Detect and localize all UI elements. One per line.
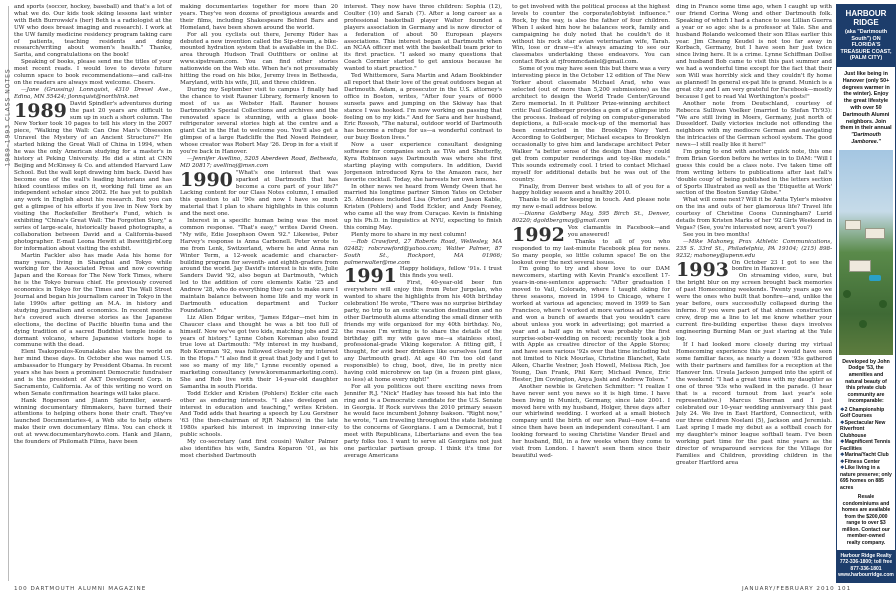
paragraph: If I had looked more closely during my virtual Homecoming experience this year I would have seen some familiar faces, as nearly a dozen '93s gathered with their partners and families for a reception at the Hanover Inn. Ursula Jackson jumped into the spirit of the weekend: "I had a great time with my daughter as one of three '93s who walked in the parade. (I hear that is a record turnout from last year's sole representative.) Marcus Sherman and I just celebrated our 10-year wedding anniversary this past July 24. We live in East Hartford, Connecticut, with our three children Noelani (5), Jackson and Jeremiah. Last spring I made my debut as a softball coach for my daughter's minor league softball team. I've been working part time for the past nine years as the director of wraparound services for the Village for Families and Children, providing children in the greater Hartford area xyxy=(676,342,832,466)
ad-developer-text: Developed by John Dodge '53, the amenities and natural beauty of this private club community are incomparable: xyxy=(842,358,890,405)
list-item: ❖ Spectacular New Riverfront Clubhouse xyxy=(840,420,892,440)
paragraph: My co-secretary (and first cousin) Walter Palmer also identifies his wife, Sandra Koparon '01, as his most cherished Dartmouth xyxy=(180,439,338,459)
harbour-ridge-ad xyxy=(836,4,896,583)
ad-contact-block xyxy=(837,550,895,582)
paragraph: Now a user experience consultant designing software for companies such as TiVo and Shutterfly, Kyra Robinson says Dartmouth was where she first starting playing with computers. In addition, David Jorgenson introduced Kyra to the Amazon race, her favorite cocktail. Today, she harvests her own lemons. xyxy=(344,142,502,183)
paragraph: ding in France some time ago, when I caught up with our friend Corina Wong and other Dartmouth folk. Speaking of which I had a chance to see Lillian Guerra a year or so ago: she is a professor at Yale. She and husband Rolando welcomed their son Elias earlier this year. Jim Cheung Keudel is not too far away in Korbach, Germany, but I have seen her just twice since living here. It is a crime. Lynne Schiffman Dollse and husband Bob came to visit this past summer and we had a wonderful time except for the fact that their son Will was horribly sick and they couldn't fly home as planned! In general ex-pat life is grand. Munich is a great city and I am very grateful for Facebook—mostly because I get to read Val Worthington's posts!" xyxy=(676,4,832,100)
paragraph: Some of you may have seen this but there was a very interesting piece in the October 12 edition of The New Yorker about classmate Michael Arad, who was selected (out of more than 5,200 submissions) as the architect to design the World Trade Center/Ground Zero memorial. In it Pulitzer Prize-winning architect critic Paul Goldberger provides a gem of a glimpse into the process. Instead of relying on computer-generated depictions, a full-scale mock-up of the memorial has been constructed in the Brooklyn Navy Yard. According to Goldberger, Michael escapes to Brooklyn occasionally to give him and landscape architect Peter Walker "a better sense of the design than they could get from computer renderings and toy-like models." This sounds extremely cool. I tried to contact Michael myself for additional details but he was out of the country. xyxy=(512,66,670,183)
signature: —Jane (Grussing) Lonnquist, 4310 Drexel Ave., Edina, MN 55424; jlonnquist@northlink.net xyxy=(14,86,172,100)
paragraph: Speaking of books, please send me the titles of your most recent reads. I would love to devote future column space to book recommendations—and call-ins on the readers are always most welcome. Cheers. xyxy=(14,59,172,86)
paragraph: First, 40-year-old beer fun everywhere will enjoy this from Peter Jurgelan, who wanted to share the highlights from his 40th birthday celebration! He wrote, "There was no surprise birthday party, no trip to an exotic vacation destination and no other Dartmouth alums attending the small dinner with friends my wife organized for my 40th birthday. No, the reason I'm writing is to share the details of the birthday gift my wife gave me—a stainless steel, professional-grade Viking kegerator. A fitting gift, I thought, for avid beer drinkers like ourselves (and for any Dartmouth grad). At age 40 I'm too old (and responsible) to chug, boot, dive, lie in pretty nice having cold microbrew on tap (in a frozen pint glass, no less) at home every night!" xyxy=(344,280,502,383)
paragraph: In other news we heard from Wendy Owen that he married his longtime partner Simon Yates on October 25. Attendees included Lisa (Porter) and Jason Kable, Kristen (Pohlers) and Todd Eckler, and Andy Feeney, who came all the way from Curaçao. Kevin is finishing up his Ph.D. in linguistics at NYU, expecting to finish this coming May. xyxy=(344,183,502,231)
paragraph: I'm going to try and show love to our DAM newcomers, starting with Kevin Frank's excellent 17-years-in-one-sentence approach: "After graduation I moved to Vail, Colorado, where I taught skiing for three seasons, moved in 1994 to Chicago, where I worked at various ad agencies; moved in 1999 to San Francisco, where I worked at more various ad agencies and won a bunch of awards that you wouldn't care about unless you work in advertising; got married a year and a half ago in what was probably the first surprise-sober-wedding on record; recently took a job with Apple as creative director of the Apple Stores; and have seen various '92s over that time including but not limited to Nick Mourlas, Christine Blanchet, Kate Aiken, Charlie Vestner, Josh Howell, Melissa Rich, Joe Young, Dan Frank, Phil Kerr, Michael Pence, Eric Hester, Jim Covington, Anya Joshi and Andrew Tolson." xyxy=(512,266,670,383)
ad-header xyxy=(837,5,895,67)
column-1 xyxy=(14,4,172,577)
list-item: ❖ Like living in a nature preserve; only 695 homes on 885 acres xyxy=(840,465,892,491)
ad-contact-phone: 772-336-1800; toll free 877-336-1801 xyxy=(839,559,893,572)
list-item: ❖ Magnificent Tennis Facilities xyxy=(840,439,892,452)
list-item: ❖ Marina/Yacht Club xyxy=(840,452,892,459)
column-3 xyxy=(344,4,502,577)
side-label: 1989–1993 CLASS NOTES xyxy=(4,68,12,167)
ad-subtitle: (aka "Dartmouth South") ON FLORIDA'S TREASURE COAST, (PALM CITY) xyxy=(840,29,892,62)
year-section xyxy=(676,258,832,281)
year-section xyxy=(512,224,670,246)
signature: —Rob Crawford, 27 Roberts Road, Wellesley, MA 02482; robcrawford@yahoo.com; Walter Palmer, 87 South St., Rockport, MA 01966; palmerwalter@me.com xyxy=(344,238,502,266)
ad-amenity-list xyxy=(837,407,895,492)
paragraph: For all you cyclists out there, Jeremy Rider has debuted a new invention called the Sip-stream, a bike-mounted hydration system that is available in the D.C. area through Hudson Trail Outfitters or online at www.sipstream.com. You can find other stories nationwide on the Web site. When he's not presumably hitting the road on his bike, Jeremy lives in Bethesda, Maryland, with his wife, Jill, and three children. xyxy=(180,31,338,86)
ad-aerial-photo xyxy=(839,150,893,355)
paragraph: Thanks to all for keeping in touch. And please note my new e-mail address below. xyxy=(512,197,670,211)
column-2 xyxy=(180,4,338,577)
paragraph: Happy holidays, fellow '91s. I trust this finds you well. xyxy=(399,266,502,280)
paragraph: On streaming video, sure, but the bright blur on my screen brought back memories of past Homecoming weekends. Twenty years ago we were the ones who built that bonfire—and, unlike the year before, ours successfully collapsed during the inferno. If you were part of that shmen construction crew, drop me a line to let me know whether your current fire-building expertise these days involves engineering Burning Man or just staring at the Yule log. xyxy=(676,273,832,342)
signature: —Jennifer Avellino, 5205 Aberdeen Road, Bethesda, MD 20817; avellinoj@msn.com xyxy=(180,155,338,169)
year-section xyxy=(344,265,502,288)
paragraph: For all you politicos out there exciting news from Jennifer R.J. "Nick" Hadley has tossed his hat into the ring and is a Democratic candidate for the U.S. Senate in Georgia. If Rock survives the 2010 primary season he would face incumbent Johnny Isakson. "Right now," he wrote, "I am traveling throughout the state listening to the concerns of Georgians. I am a Democrat, but I meet with Republicans, Libertarians and even the tea party folks too. I want to serve all Georgians not just one particular partisan group. I think it's time for average Americans xyxy=(344,383,502,459)
paragraph: Martin Fackler also has made Asia his home for many years, living in Shanghai and Tokyo while working for the Associated Press and now covering Japan and the Koreas for The New York Times, where he is the Tokyo bureau chief. He previously covered economics in Tokyo for the Times and The Wall Street Journal and began his journalism career in Tokyo in the late 1990s after getting an M.A. in history and studying journalism and economics. In recent months he's covered such diverse stories as the Japanese elections, the decline of Pacific bluefin tuna and the dying tradition of a sacred Buddhist temple inside a dormant volcano, where Japanese visitors hope to commune with the dead. xyxy=(14,252,172,349)
paragraph: Ted Whittemore, Sara Martin and Adam Bookbinder all report that their love of the great outdoors began at Dartmouth. Adam, a prosecutor in the U.S. attorney's office in Boston, writes, "After four years of 6000 sunsets paws and jumping on the Skiway has that stance I was hooked. I'm now working on passing that feeling on to my kids." And for Sara and her husband, Eric Rossoh, "The natural, outdoor world of Dartmouth has become a refuge for us—a wonderful contrast to our busy Boston lives." xyxy=(344,73,502,142)
paragraph: On October 23 I got to see the bonfire in Hanover. xyxy=(731,259,832,273)
class-year-heading: 1993 xyxy=(676,258,729,281)
list-item: ❖ 2 Championship Golf Courses xyxy=(840,407,892,420)
footer-left: 100 DARTMOUTH ALUMNI MAGAZINE xyxy=(14,586,147,592)
ad-intro-emphasis: "Dartmouth Jamboree." xyxy=(851,132,881,145)
paragraph: Thanks to all of you who responded to my last-minute Facebook plea for news. So many people, so little column space! Be on the lookout over the next several issues. xyxy=(512,238,670,266)
paragraph: and sports (soccer, hockey, baseball) and that's a lot of what we do. Our kids took skiing lessons last winter with Beth Burrowski's (her) Beth is a radiologist at the UW who does breast imaging and research). I work at the UW family medicine residency program taking care of patients, teaching residents and doing research/writing about women's health." Thanks, Sarita, and congratulations on the book! xyxy=(14,4,172,59)
paragraph: See you in two months! xyxy=(683,231,750,238)
paragraph: Vox clamantis in Facebook—and you answered! xyxy=(567,225,670,238)
ad-title: HARBOUR RIDGE xyxy=(845,9,887,27)
paragraph: Liz Allen Edgar writes, "James Edgar—met him in Chaucer class and thought he was a bit too full of himself. Now we've got two kids, matching jobs and 22 years of history." Lynne Cohen Koreman also found true love at Dartmouth: "My interest in my husband, Rob Koreman '92, was followed closely by my interest in the Hops." "I also find it great that Jody and I get to see so many of my life," Lynne recently opened a marketing consultancy (www.koremanmarketing.com). She and Rob live with their 14-year-old daughter Samantha in south Florida. xyxy=(180,314,338,390)
paragraph: Another note from Deutschland, courtesy of Rebecca Sullivan Voelker (married to Stefan Th'93): "We are still living in Moers, Germany, just north of Dusseldorf. Daily victories include not offending the neighbors with my mediocre German and navigating the intricacies of the German school system. The good news—I still really like it here!" xyxy=(676,100,832,149)
class-year-heading: 1990 xyxy=(180,168,233,191)
list-item: ❖ Fitness Center xyxy=(840,459,892,466)
paragraph: Interest in a specific human being was the most common response. "That's easy," writes David Owen. "My wife, Edie Josephson Owen '92." Likewise, Peter Harvey's response is Anna Carbonell. Peter wrote to me from Lenk, Switzerland, where he and Anna ran Winter Term, a 12-week academic and character-building program for seventh- and eighth-graders from around the world. Jay David's interest is his wife, Julie Sanders David '92, also begun at Dartmouth, "which led to the addition of core elements Katie '25 and Andrew '28, who do everything they can to make sure I maintain balance between home life and my work in Dartmouth education department and Tucker Foundation." xyxy=(180,218,338,314)
year-section xyxy=(14,101,172,253)
signature: —Mike Mahoney, Prax Athletic Communications, 235 S. 33rd St., Philadelphia, PA 19104; (215) 898-9232; mahoney@upenn.edu xyxy=(676,238,832,259)
paragraph: Todd Eckler and Kristen (Pohlers) Eckler cite each other as enduring interests. "I also developed an interest in education and teaching," writes Kristen. And Todd adds that hearing a speech by Lou Gerstner '63 (the then-chairman of RJR Nabisco) in the late 1980s sparked his interest in improving inner-city public schools. xyxy=(180,390,338,439)
paragraph: Plenty more to share in my next column! xyxy=(351,231,467,238)
paragraph: What will come next? Will it be Anita Tyler's missive on the ins and outs of her glamorous life? Travel life courtesy of Christine Coons Cunningham? Lurid details from Kristen Marks of her '92 Girls Weekend in Vegas? (See, you're interested now, aren't you?) xyxy=(676,197,832,231)
paragraph: I'm going to end with another quick note, this one from Brian Gordon before he writes in to DAM: "Will I guess this could be a class note. I've taken time off from writing letters to publications after last fall's 'double coup' of being published in the letters section of Sports Illustrated as well as the 'Etiquette at Work' section of the Boston Sunday Globe." xyxy=(676,149,832,197)
paragraph: "What's one interest that was sparked at Dartmouth that has become a core part of your life?" Lacking content for our Class Notes column, I emailed this question to all '90s and now I have so much material that I plan to share highlights in this column and the next one. xyxy=(180,169,338,218)
paragraph: to get involved with the political process at the highest levels to counter the corporate/lobbyist influence." Rock, by the way, is also the father of four children. When I asked him how he balances work, family and campaigning he duly noted that he couldn't do it without his rock star avian veterinarian wife, Tarah. Win, lose or draw—it's always amazing to see our classmates undertaking these endeavors. You can contact Rock at rjfrommcdaniel@gmail.com. xyxy=(512,4,670,66)
paragraph: interest. They now have three children: Sophia (12), Coulter (10) and Sarah (7). After a long career as a professional basketball player Walter founded a players association in Germany and is now director of a federation of about 50 European players associations. This interest began at Dartmouth when an NCAA officer met with the basketball team prior to its first practice. "I asked so many questions that Coach Cormier started to get anxious because he wanted to start practice." xyxy=(344,4,502,73)
ad-contact-name: Harbour Ridge Realty xyxy=(840,552,892,559)
paragraph: During my September visit to campus I finally had the chance to visit Rauner Library, formerly known to most of us as Webster Hall. Rauner houses Dartmouth's Special Collections and archives and the renovated space is stunning, with a glass book-refrigerator several stories high at the centre and a giant Cat in the Hat to welcome you. You'll also get a glimpse of a large Radcliffe the Red Nosed Reindeer, whose creator was Robert May '26. Drop in for a visit if you're back in Hanover. xyxy=(180,86,338,156)
signature: —Dianna Goldberg May, 595 Birch St., Denver, 80220; dgoldbergmay@gmail.com xyxy=(512,211,670,225)
column-5 xyxy=(676,4,832,577)
column-4 xyxy=(512,4,670,577)
class-year-heading: 1989 xyxy=(14,99,67,122)
ad-intro: Just like being in Hanover (only 50+ degrees warmer in the winter). Enjoy the great lifestyle with over 50 Dartmouth Alumni neighbors. Join them in their annual "Dartmouth Jamboree." xyxy=(840,70,892,145)
paragraph: Finally, from Denver best wishes to all of you for a happy holiday season and a healthy 2010. xyxy=(512,183,670,197)
class-year-heading: 1991 xyxy=(344,265,397,288)
footer-right: JANUARY/FEBRUARY 2010 101 xyxy=(742,586,852,592)
paragraph: Eleni Tsakopoulos-Kounalakis also has the world on her mind these days. In October she was named U.S. ambassador to Hungary by President Obama. In recent years she has been a prominent Democratic fundraiser and is the president of AKT Development Corp. in Sacramento, California. As of this writing no word on when Senate confirmation hearings will take place. xyxy=(14,349,172,397)
paragraph: Hank Rogerson and Jilann Spitzmiller, award-winning documentary filmmakers, have turned their attentions to helping others hone their craft. They've launched Documentaries-4, a Web site to help others make their own documentary films. You can check it out at www.documentaryhowto.com. Hank and Jilann, the founders of Philomath Films, have been xyxy=(14,397,172,446)
ad-contact-web[interactable]: www.harbourridge.com xyxy=(838,572,894,579)
ad-resale-text: Resale condominiums and homes are available from the $200,000 range to over $3 million. Contact our member-owned realty company. xyxy=(841,494,891,546)
class-year-heading: 1992 xyxy=(512,224,565,246)
year-section xyxy=(180,170,338,218)
paragraph: Another newbie is Gretchen Schmitter: "I realize I have never sent you news so it is high time. I have been living in Munich, Germany, since late 2001. I moved here with my husband, Holger, three days after our whirlwind wedding. I worked at a small biotech company until the birth of our son Paul—now 4—and since then have been an independent consultant. I am looking forward to seeing Christine Vander Bruel and her husband, Bill, in a few weeks when they come to visit from London. I haven't seen them since their beautiful wed- xyxy=(512,383,670,459)
paragraph: making documentaries together for more than 20 years. They've won dozens of prestigious awards and their films, including Shakespeare Behind Bars and Homeland, have been shown around the world. xyxy=(180,4,338,31)
paragraph: David Spindler's adventures during the past 20 years are difficult to sum up in such a short column. The New Yorker took 10 pages to tell his story in the 2007 piece, "Walking the Wall: Can One Man's Obsession Unravel the Mystery of an Ancient Structure?" He started hiking the Great Wall of China in 1994, when he was the only American studying for a master's in history at Peking University. He did a stint at CNN Beijing and McKinsey & Co. and attended Harvard Law School. But the wall kept drawing him back. David has become one of the wall's leading historians and has hiked countless miles on it, working full time as an independent scholar since 2002. He has yet to publish any work in English about his research. But you can get a glimpse of his efforts if you live in New York by visiting the Rockefeller Brother's Fund, which is exhibiting "China's Great Wall: The Forgotten Story," a series of large-scale, historically based photographs, a collaboration between David and a California-based photographer. E-mail Leona Hewitt at lhewitt@rbf.org for information about visiting the exhibit. xyxy=(14,100,172,252)
